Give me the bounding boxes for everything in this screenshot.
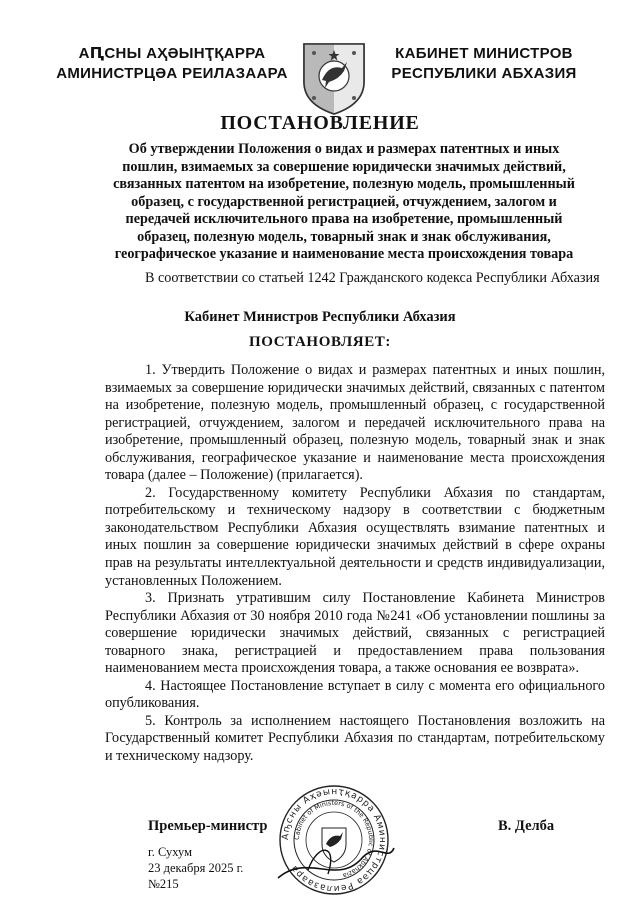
subject-line: образец, с государственной регистрацией, отчуждением, залогом и xyxy=(131,193,557,210)
header-right-title xyxy=(380,44,588,84)
document-title: ПОСТАНОВЛЕНИЕ xyxy=(220,112,420,134)
document-subject xyxy=(96,141,592,264)
official-seal-icon xyxy=(268,782,400,898)
resolution-item-2: 2. Государственному комитету Республики Абхазия по стандартам, потребительскому и техническому надзору в соответствии с бюджетным законодательством Республики Абхазия осуществлять взимание патентных и иных пошлин за совершение юридически значимых действий в сфере охраны прав на результаты интеллектуальной деятельности и средств индивидуализации, установленных Положением. xyxy=(105,484,605,589)
subject-line: Об утверждении Положения о видах и размерах патентных и иных xyxy=(128,141,560,157)
preamble-text: В соответствии со статьей 1242 Гражданского кодекса Республики Абхазия xyxy=(145,270,600,286)
resolution-items xyxy=(105,362,605,766)
signatory-position: Премьер-министр xyxy=(148,818,268,834)
subject-line: передачей исключительного права на изобретение, промышленный xyxy=(125,211,563,227)
header-left-line2: АМИНИСТРЦӘА РЕИЛАЗААРА xyxy=(56,65,288,82)
header-right-line2: РЕСПУБЛИКИ АБХАЗИЯ xyxy=(391,65,577,82)
header-left-line1: АԤСНЫ АҲӘЫНҬҚАРРА xyxy=(78,45,266,62)
resolution-item-4: 4. Настоящее Постановление вступает в силу с момента его официального опубликования. xyxy=(105,677,605,712)
subject-line: образец, полезную модель, товарный знак и знак обслуживания, xyxy=(137,228,551,245)
issuer-name: Кабинет Министров Республики Абхазия xyxy=(184,309,456,325)
document-date: 23 декабря 2025 г. xyxy=(148,861,244,875)
header-left-title xyxy=(56,44,288,84)
document-city: г. Сухум xyxy=(148,845,193,859)
subject-line: связанных патентом на изобретение, полезную модель, промышленный xyxy=(113,176,575,192)
seal-inner-text: Cabinet of Ministers of the Republic of Abkhazia xyxy=(292,798,376,880)
preamble xyxy=(105,270,605,288)
resolves-heading: ПОСТАНОВЛЯЕТ: xyxy=(248,334,392,350)
document-place-date xyxy=(148,844,243,892)
document-number: №215 xyxy=(148,877,179,891)
signatory-name: В. Делба xyxy=(498,818,555,834)
resolution-item-3: 3. Признать утратившим силу Постановление Кабинета Министров Республики Абхазия от 30 ноября 2010 года №241 «Об установлении пошлины за совершение юридически значимых действий, связанных с регистрацией товарного знака, регистрацией и предоставлением права пользования наименованием места происхождения товара, а также основания ее возврата». xyxy=(105,590,605,677)
header-right-line1: КАБИНЕТ МИНИСТРОВ xyxy=(395,45,573,62)
subject-line: географическое указание и наименование места происхождения товара xyxy=(114,246,574,262)
seal-outer-text: Аҧсны Аҳәынҭқарра Аминистрцәа Реилазаара xyxy=(280,786,388,894)
resolution-item-5: 5. Контроль за исполнением настоящего Постановления возложить на Государственный комитет Республики Абхазия по стандартам, потребительскому и техническому надзору. xyxy=(105,712,605,765)
subject-line: пошлин, взимаемых за совершение юридически значимых действий, xyxy=(122,158,566,175)
resolution-item-1: 1. Утвердить Положение о видах и размерах патентных и иных пошлин, взимаемых за совершение юридически значимых действий, связанных с патентом на изобретение, полезную модель, промышленный образец, с государственной регистрацией, отчуждением, залогом и передачей исключительного права на изобретение, промышленный образец, полезную модель, товарный знак и знак обслуживания, географическое указание и наименование места происхождения товара (далее – Положение) (прилагается). xyxy=(105,362,605,484)
state-emblem-icon xyxy=(296,38,372,116)
